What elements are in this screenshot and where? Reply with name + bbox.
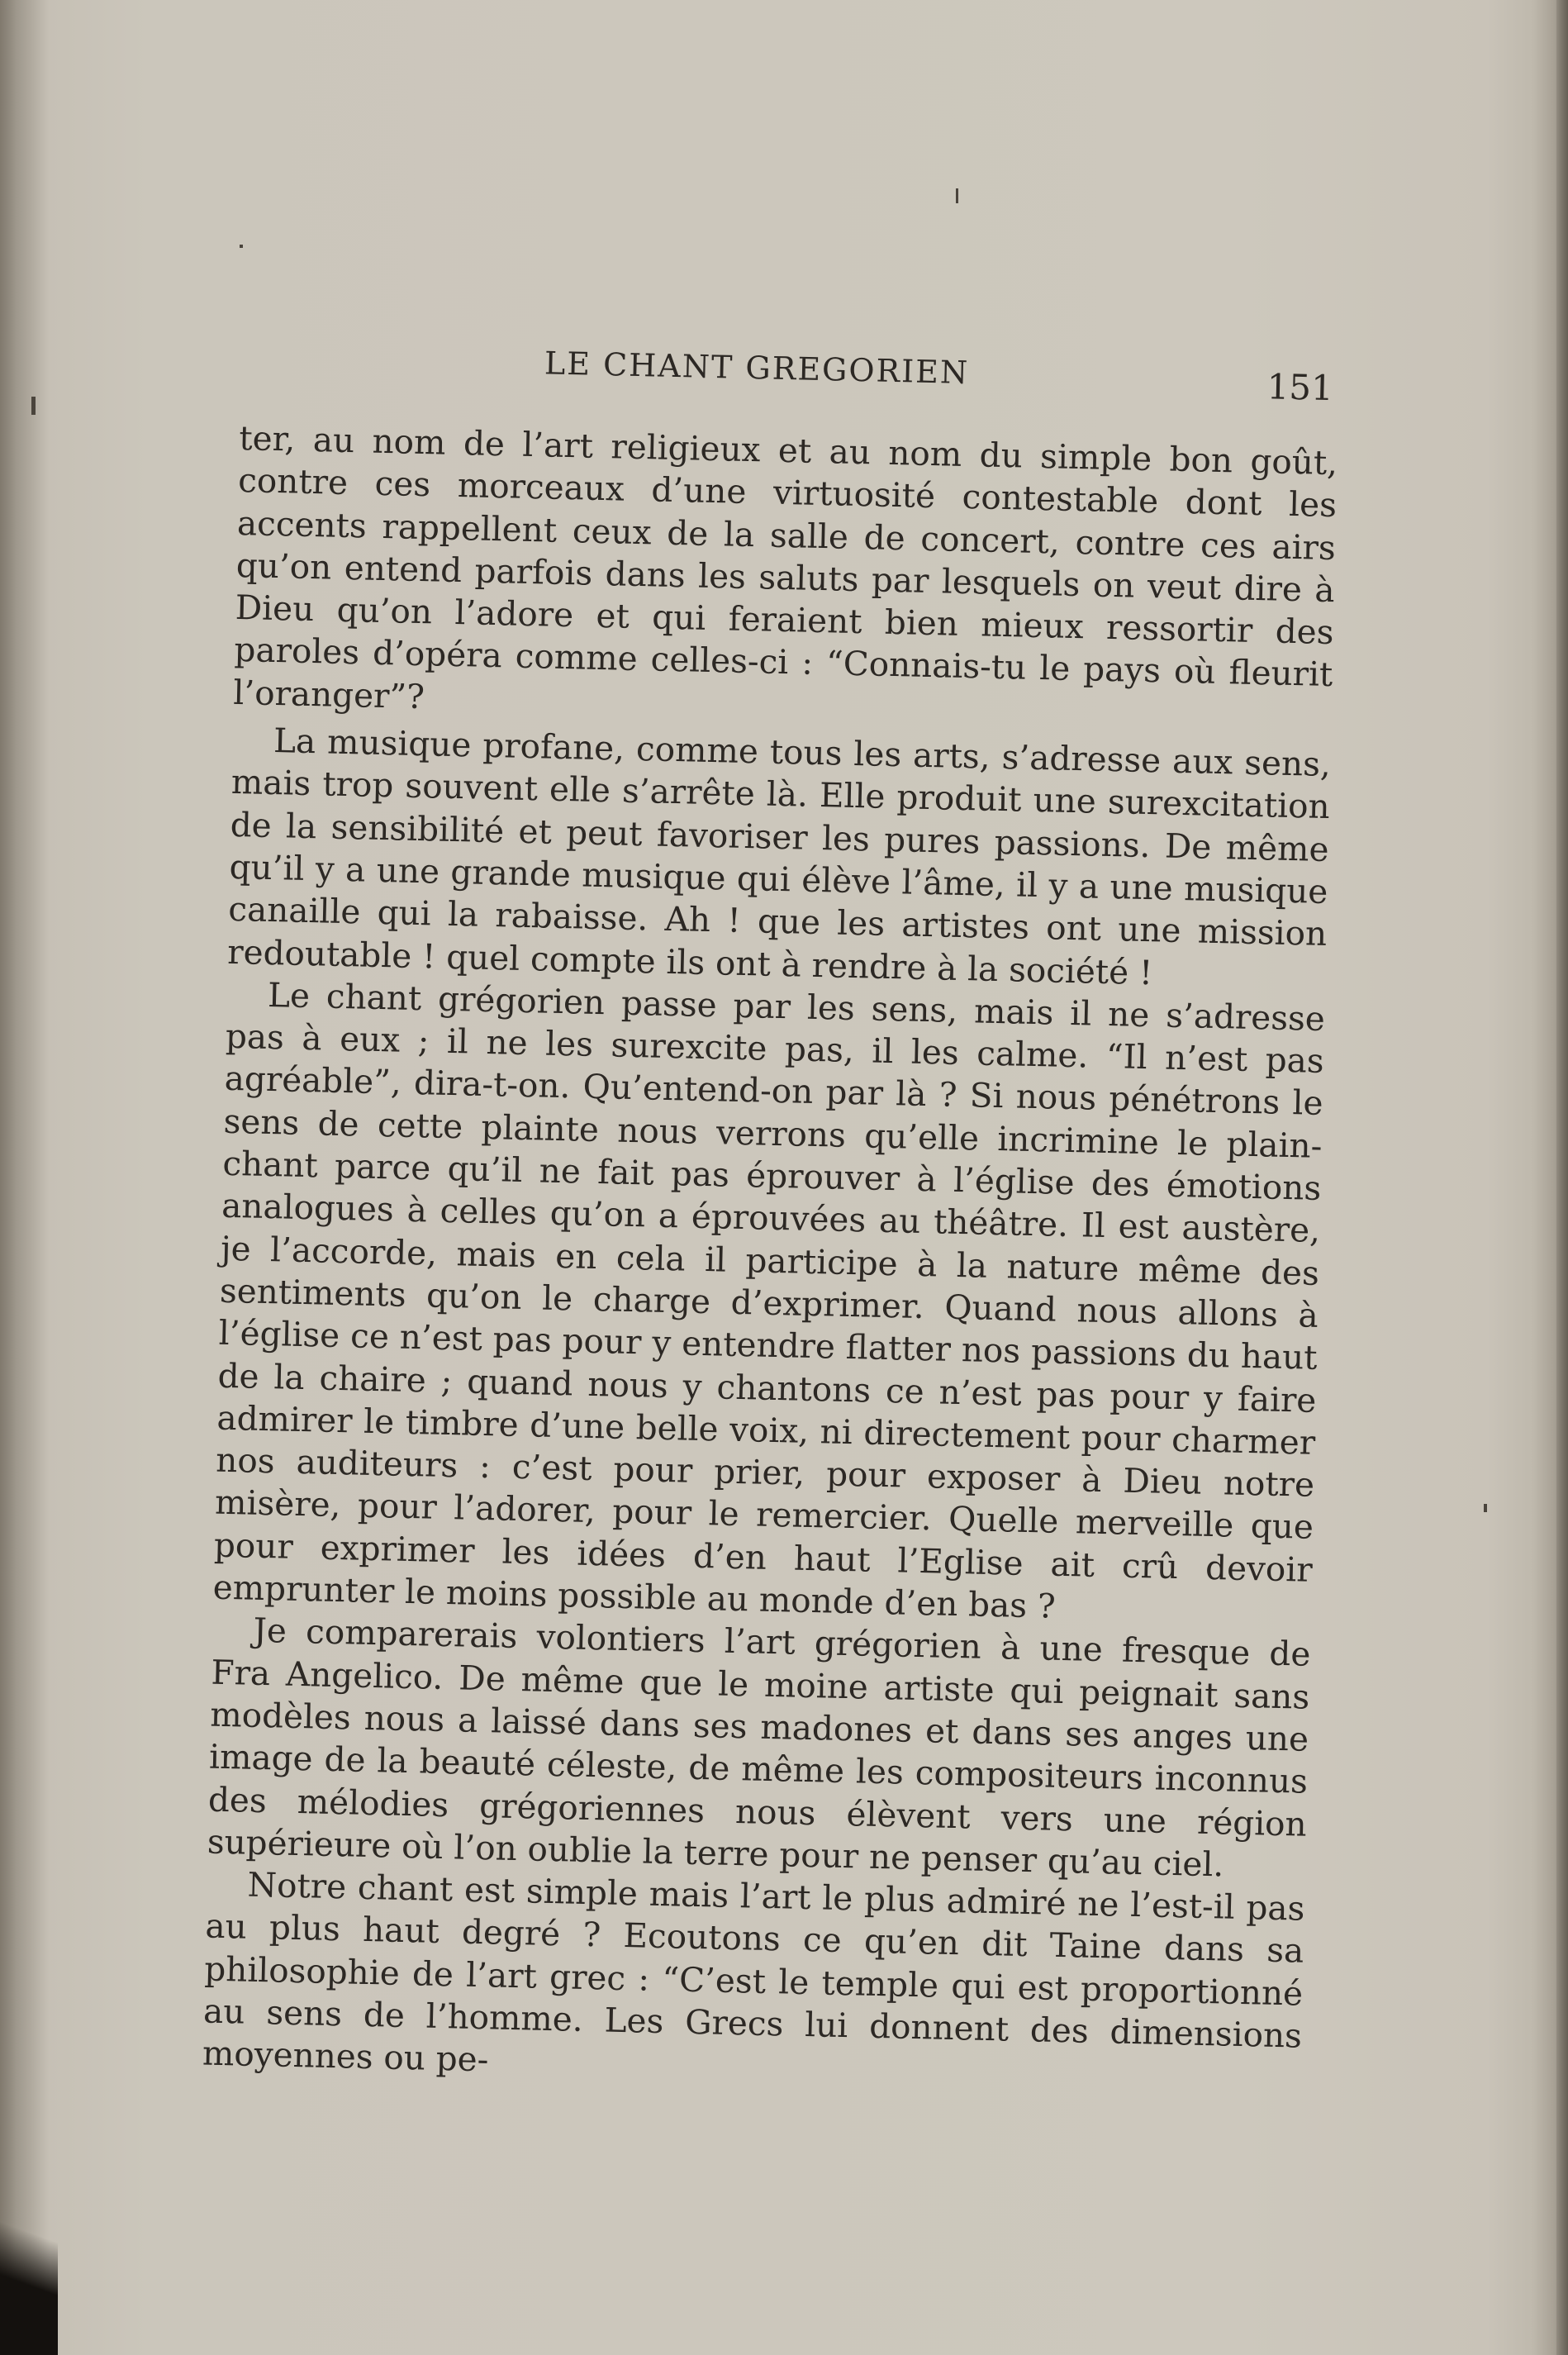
running-header (238, 326, 1338, 434)
paragraph: Notre chant est simple mais l’art le plus admiré ne l’est-il pas au plus haut degré ? Ecoutons ce qu’en dit Taine dans sa philosophie de l’art grec : “C’est le temple qui est proportionné au sens de l’homme. Les Grecs lui donnent des dimensions moyennes ou pe- (202, 1864, 1305, 2080)
print-speck (956, 188, 958, 203)
print-speck (240, 245, 243, 248)
paragraph: Le chant grégorien passe par les sens, mais il ne s’adresse pas à eux ; il ne les surexcite pas, il les calme. “Il n’est pas agréable”, dira-t-on. Qu’entend-on par là ? Si nous pénétrons le sens de cette plainte nous verrons qu’elle incrimine le plain-chant parce qu’il ne fait pas éprouver à l’église des émotions analogues à celles qu’on a éprouvées au théâtre. Il est austère, je l’accorde, mais en cela il participe à la nature même des sentiments qu’on le charge d’exprimer. Quand nous allons à l’église ce n’est pas pour y entendre flatter nos passions du haut de la chaire ; quand nous y chantons ce n’est pas pour y faire admirer le timbre d’une belle voix, ni directement pour charmer nos auditeurs : c’est pour prier, pour exposer à Dieu notre misère, pour l’adorer, pour le remercier. Quelle merveille que pour exprimer les idées d’en haut l’Eglise ait crû devoir emprunter le moins possible au monde d’en bas ? (212, 974, 1326, 1626)
page-edge (1556, 0, 1568, 2355)
paragraph: ter, au nom de l’art religieux et au nom du simple bon goût, contre ces morceaux d’une virtuosité contestable dont les accents rappellent ceux de la salle de concert, contre ces airs qu’on entend parfois dans les saluts par lesquels on veut dire à Dieu qu’on l’adore et qui feraient bien mieux ressortir des paroles d’opéra comme celles-ci : “Connais-tu le pays où fleurit l’oranger”? (232, 417, 1338, 716)
body-text (202, 417, 1338, 2100)
page-number: 151 (1266, 366, 1334, 409)
dark-corner (0, 2198, 58, 2355)
gutter-shadow (0, 0, 50, 2355)
paragraph: Je comparerais volontiers l’art grégorien à une fresque de Fra Angelico. De même que le moine artiste qui peignait sans modèles nous a laissé dans ses madones et dans ses anges une image de la beauté céleste, de même les compositeurs inconnus des mélodies grégoriennes nous élèvent vers une région supérieure où l’on oublie la terre pour ne penser qu’au ciel. (207, 1610, 1311, 1885)
running-title: LE CHANT GREGORIEN (544, 345, 970, 392)
print-speck (31, 397, 36, 415)
print-speck (1484, 1504, 1487, 1512)
paragraph: La musique profane, comme tous les arts, s’adresse aux sens, mais trop souvent elle s’arrête là. Elle produit une surexcitation de la sensibilité et peut favoriser les pures passions. De même qu’il y a une grande musique qui élève l’âme, il y a une musique canaille qui la rabaisse. Ah ! que les artistes ont une mission redoutable ! quel compte ils ont à rendre à la société ! (226, 721, 1332, 992)
